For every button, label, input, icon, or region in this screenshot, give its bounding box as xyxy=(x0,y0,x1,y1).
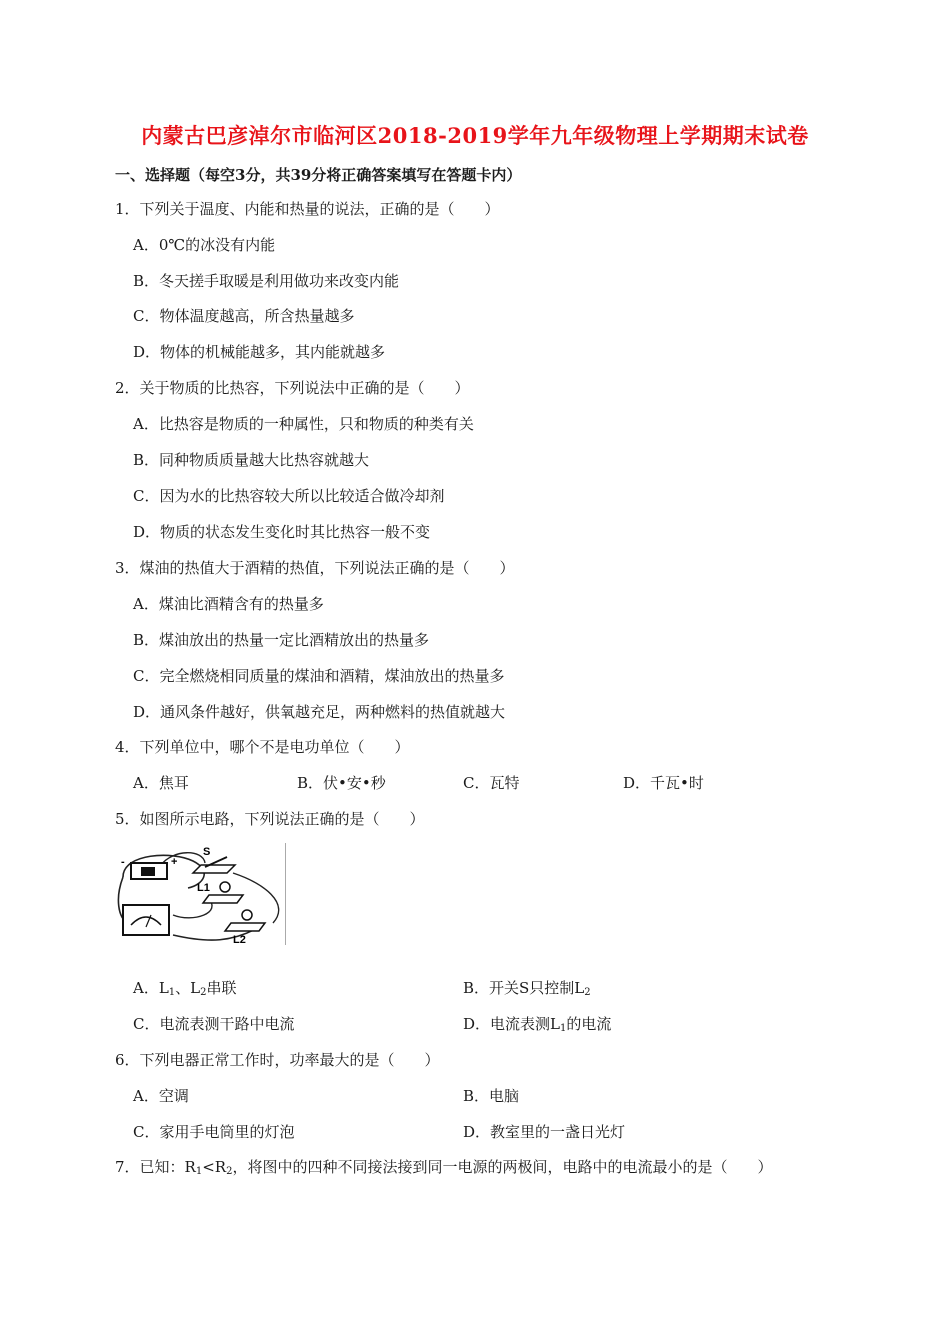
lamp-l2-base xyxy=(225,923,265,931)
lamp-l2-bulb xyxy=(242,910,252,920)
question-6-stem: 6．下列电器正常工作时，功率最大的是（ ） xyxy=(115,1051,440,1069)
question-5-option-a: A．$L_1$、$L_2$串联 xyxy=(133,979,237,998)
question-1-option-b: B．冬天搓手取暖是利用做功来改变内能 xyxy=(133,272,400,290)
lamp-l1-bulb xyxy=(220,882,230,892)
question-5-option-c: C．电流表测干路中电流 xyxy=(133,1015,295,1033)
question-1-option-c: C．物体温度越高，所含热量越多 xyxy=(133,307,355,325)
question-3-option-d: D．通风条件越好，供氧越充足，两种燃料的热值就越大 xyxy=(133,703,506,721)
section-heading: 一、选择题（每空3分，共39分将正确答案填写在答题卡内） xyxy=(115,166,522,184)
question-2-option-c: C．因为水的比热容较大所以比较适合做冷却剂 xyxy=(133,487,445,505)
question-6-option-c: C．家用手电筒里的灯泡 xyxy=(133,1123,295,1141)
question-3-option-b: B．煤油放出的热量一定比酒精放出的热量多 xyxy=(133,631,430,649)
question-2-option-b: B．同种物质质量越大比热容就越大 xyxy=(133,451,370,469)
question-5-option-d: D．电流表测$L_1$的电流 xyxy=(463,1015,612,1034)
battery-minus-label: - xyxy=(121,856,125,868)
question-3-option-c: C．完全燃烧相同质量的煤油和酒精，煤油放出的热量多 xyxy=(133,667,505,685)
lamp-l1-base xyxy=(203,895,243,903)
question-4-option-d: D．千瓦•时 xyxy=(623,774,704,792)
circuit-figure xyxy=(113,843,286,945)
ammeter xyxy=(123,905,169,935)
question-6-option-d: D．教室里的一盏日光灯 xyxy=(463,1123,626,1141)
question-1-stem: 1．下列关于温度、内能和热量的说法，正确的是（ ） xyxy=(115,200,500,218)
question-1-option-d: D．物体的机械能越多，其内能就越多 xyxy=(133,343,386,361)
question-4-option-b: B．伏•安•秒 xyxy=(297,774,386,792)
question-2-stem: 2．关于物质的比热容，下列说法中正确的是（ ） xyxy=(115,379,470,397)
question-6-option-b: B．电脑 xyxy=(463,1087,520,1105)
question-3-stem: 3．煤油的热值大于酒精的热值，下列说法正确的是（ ） xyxy=(115,559,515,577)
battery-cell xyxy=(141,867,155,876)
question-3-option-a: A．煤油比酒精含有的热量多 xyxy=(133,595,324,613)
question-4-option-c: C．瓦特 xyxy=(463,774,520,792)
question-2-option-d: D．物质的状态发生变化时其比热容一般不变 xyxy=(133,523,431,541)
question-7-stem: 7．已知：$R_1<R_2$，将图中的四种不同接法接到同一电源的两极间，电路中的电流最小的是（ ） xyxy=(115,1158,773,1177)
circuit-diagram xyxy=(113,843,285,945)
question-6-option-a: A．空调 xyxy=(133,1087,189,1105)
question-5-stem: 5．如图所示电路，下列说法正确的是（ ） xyxy=(115,810,425,828)
lamp-l2-label: L2 xyxy=(233,934,246,945)
lamp-l1-label: L1 xyxy=(197,882,210,894)
switch-base xyxy=(193,865,235,873)
question-2-option-a: A．比热容是物质的一种属性，只和物质的种类有关 xyxy=(133,415,474,433)
battery-plus-label: + xyxy=(171,856,178,868)
question-4-option-a: A．焦耳 xyxy=(133,774,189,792)
switch-label: S xyxy=(203,846,211,858)
question-4-stem: 4．下列单位中，哪个不是电功单位（ ） xyxy=(115,738,410,756)
page-title: 内蒙古巴彦淖尔市临河区2018-2019学年九年级物理上学期期末试卷 xyxy=(141,123,809,148)
question-5-option-b: B．开关S只控制$L_2$ xyxy=(463,979,591,998)
question-1-option-a: A．0℃的冰没有内能 xyxy=(133,236,276,254)
